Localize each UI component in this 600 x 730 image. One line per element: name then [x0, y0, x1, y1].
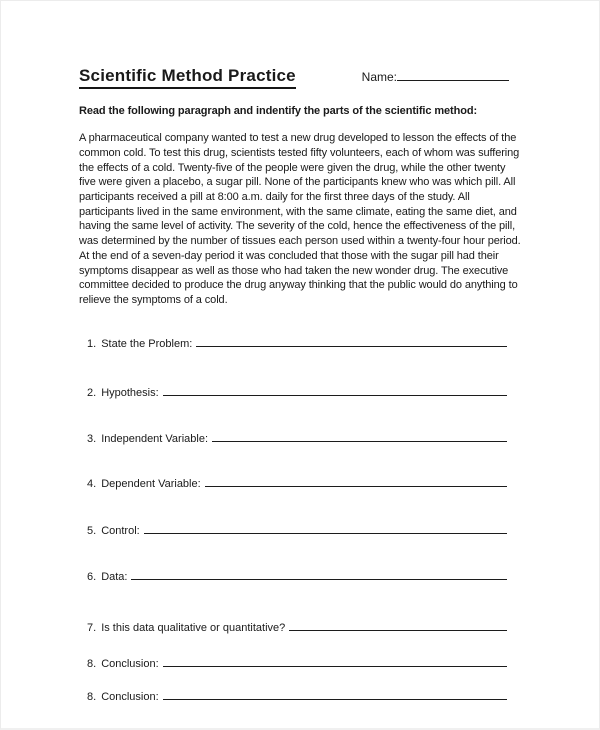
answer-blank[interactable]: [144, 521, 507, 534]
question-label: Conclusion:: [101, 690, 159, 703]
question-number: 6.: [87, 570, 97, 583]
question-row-9: [79, 687, 521, 705]
question-number: 1.: [87, 337, 97, 350]
question-number: 2.: [87, 386, 97, 399]
question-row-8: [79, 654, 521, 672]
title-row: [79, 65, 521, 89]
question-number: 8.: [87, 657, 97, 670]
question-label: Conclusion:: [101, 657, 159, 670]
question-row-4: [79, 474, 521, 492]
answer-blank[interactable]: [163, 687, 507, 700]
answer-blank[interactable]: [163, 383, 507, 396]
answer-blank[interactable]: [289, 618, 507, 631]
instruction-text: Read the following paragraph and indentify the parts of the scientific method:: [79, 105, 478, 118]
question-number: 5.: [87, 524, 97, 537]
question-row-3: [79, 429, 521, 447]
name-blank[interactable]: [397, 67, 509, 81]
passage-paragraph: A pharmaceutical company wanted to test a new drug developed to lesson the effects of the common cold. To test this drug, scientists tested fifty volunteers, each of whom was suffering the effects of a cold. Twenty-five of the people were given the drug, while the other twenty five were given a placebo, a sugar pill. None of the participants knew who was which pill. All participants received a pill at 8:00 a.m. daily for the first three days of the study. All participants lived in the same environment, with the same climate, eating the same diet, and having the same level of activity. The severity of the cold, hence the effectiveness of the pill, was determined by the number of tissues each person used within a twenty-four hour period. At the end of a seven-day period it was concluded that those with the sugar pill had their symptoms disappear as well as those who had taken the new wonder drug. The executive committee decided to produce the drug anyway thinking that the public would do anything to relieve the symptoms of a cold.: [79, 132, 521, 306]
question-number: 7.: [87, 621, 97, 634]
questions-section: [79, 334, 521, 705]
question-label: Dependent Variable:: [101, 477, 201, 490]
question-label: Independent Variable:: [101, 432, 209, 445]
answer-blank[interactable]: [212, 429, 507, 442]
question-row-2: [79, 383, 521, 401]
question-label: Is this data qualitative or quantitative?: [101, 621, 286, 634]
question-number: 3.: [87, 432, 97, 445]
answer-blank[interactable]: [205, 474, 507, 487]
name-label: Name:: [361, 70, 397, 84]
page-title: Scientific Method Practice: [79, 65, 296, 89]
question-row-7: [79, 618, 521, 636]
question-label: Hypothesis:: [101, 386, 159, 399]
question-label: State the Problem:: [101, 337, 193, 350]
question-label: Control:: [101, 524, 140, 537]
answer-blank[interactable]: [196, 334, 507, 347]
answer-blank[interactable]: [163, 654, 507, 667]
question-row-1: [79, 334, 521, 352]
question-number: 8.: [87, 690, 97, 703]
name-field: [362, 67, 509, 84]
answer-blank[interactable]: [131, 567, 507, 580]
question-number: 4.: [87, 477, 97, 490]
question-label: Data:: [101, 570, 128, 583]
question-row-6: [79, 567, 521, 585]
question-row-5: [79, 521, 521, 539]
